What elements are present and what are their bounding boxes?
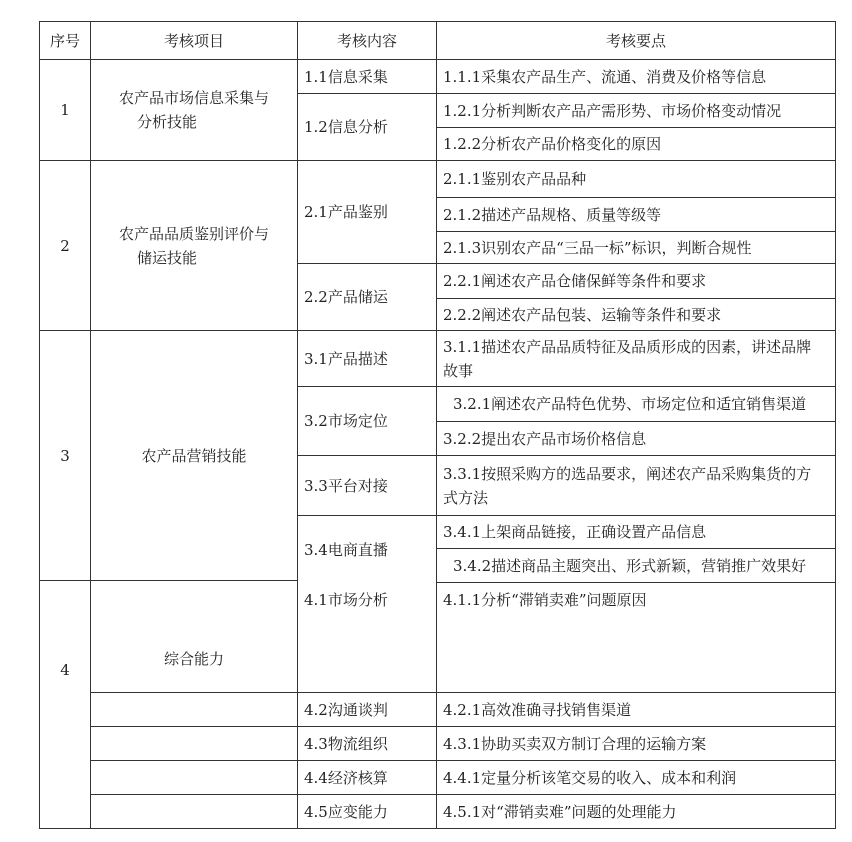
rule [436, 582, 836, 583]
point-cell: 2.2.2阐述农产品包装、运输等条件和要求 [443, 305, 722, 324]
point-cell: 3.4.1上架商品链接，正确设置产品信息 [443, 523, 707, 541]
point-cell: 4.5.1对“滞销卖难”问题的处理能力 [443, 802, 677, 821]
assessment-item: 农产品营销技能 [141, 446, 247, 465]
assessment-item [91, 60, 297, 160]
point-cell: 4.3.1协助买卖双方制订合理的运输方案 [443, 734, 707, 753]
point-cell: 4.2.1高效准确寻找销售渠道 [443, 700, 632, 719]
point-cell: 4.1.1分析“滞销卖难”问题原因 [443, 591, 647, 609]
point-cell: 3.2.2提出农产品市场价格信息 [443, 429, 647, 448]
assessment-item [91, 161, 297, 330]
seq-number: 1 [60, 101, 70, 119]
content-cell: 4.2沟通谈判 [304, 700, 388, 719]
content-cell: 4.3物流组织 [304, 734, 388, 753]
content-cell: 2.1产品鉴别 [304, 203, 388, 221]
content-cell: 1.2信息分析 [304, 118, 388, 136]
content-cell: 3.3平台对接 [304, 476, 388, 495]
point-line: 3.1.1描述农产品品质特征及品质形成的因素，讲述品牌 [443, 337, 812, 356]
header-seq: 序号 [49, 31, 80, 50]
point-cell: 4.4.1定量分析该笔交易的收入、成本和利润 [443, 768, 737, 787]
content-cell: 4.5应变能力 [304, 802, 388, 821]
point-cell: 2.1.1鉴别农产品品种 [443, 170, 587, 188]
rule [835, 21, 836, 829]
point-line: 3.3.1按照采购方的选品要求，阐述农产品采购集货的方 [443, 464, 812, 483]
assessment-item-line: 农产品市场信息采集与 [118, 89, 269, 107]
assessment-item-line: 储运技能 [136, 248, 197, 267]
content-cell: 3.4电商直播 [304, 541, 388, 559]
content-cell: 1.1信息采集 [304, 67, 388, 86]
point-cell: 2.2.1阐述农产品仓储保鲜等条件和要求 [443, 272, 707, 290]
content-cell: 4.1市场分析 [304, 591, 388, 609]
seq-number: 3 [60, 446, 70, 465]
content-cell: 3.1产品描述 [304, 349, 388, 368]
point-cell: 3.2.1阐述农产品特色优势、市场定位和适宜销售渠道 [453, 395, 807, 413]
seq-number: 2 [60, 236, 70, 255]
assessment-item: 综合能力 [163, 650, 224, 668]
point-cell: 1.2.2分析农产品价格变化的原因 [443, 135, 662, 153]
assessment-item-line: 农产品品质鉴别评价与 [118, 224, 269, 243]
point-cell: 1.1.1采集农产品生产、流通、消费及价格等信息 [443, 67, 767, 86]
assessment-item-line: 分析技能 [136, 113, 197, 131]
header-item: 考核项目 [163, 31, 224, 50]
point-line: 故事 [443, 361, 474, 380]
point-cell: 2.1.2描述产品规格、质量等级等 [443, 205, 662, 224]
point-cell [437, 456, 835, 515]
content-cell: 2.2产品储运 [304, 288, 388, 306]
content-cell: 4.4经济核算 [304, 768, 388, 787]
header-content: 考核内容 [336, 31, 397, 50]
seq-number: 4 [60, 660, 70, 679]
header-points: 考核要点 [605, 31, 666, 50]
point-cell: 3.4.2描述商品主题突出、形式新颖，营销推广效果好 [453, 556, 807, 575]
point-cell [437, 331, 835, 386]
rule [39, 828, 836, 829]
point-cell: 1.2.1分析判断农产品产需形势、市场价格变动情况 [443, 101, 782, 120]
point-cell: 2.1.3识别农产品“三品一标”标识，判断合规性 [443, 238, 752, 257]
point-line: 式方法 [443, 488, 489, 507]
content-cell: 3.2市场定位 [304, 412, 388, 430]
